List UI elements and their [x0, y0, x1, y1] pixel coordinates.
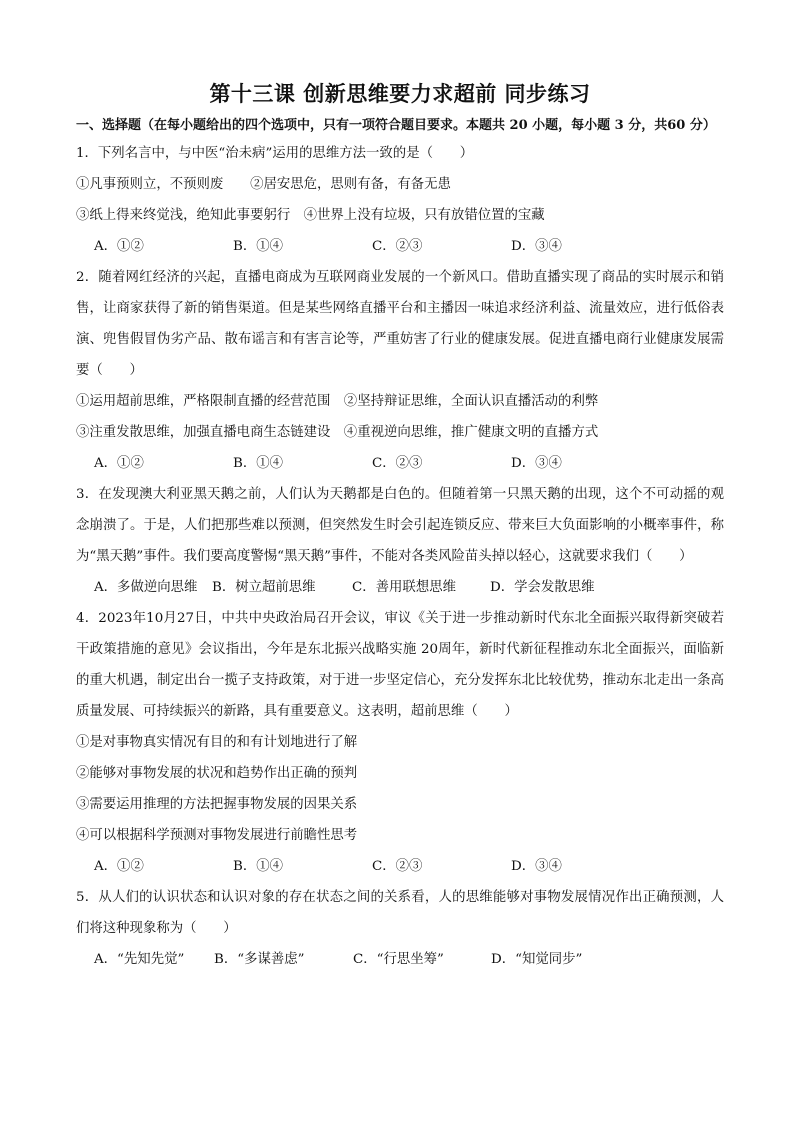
answer-choices — [76, 448, 724, 479]
answer-choices — [76, 572, 724, 603]
question-5 — [76, 882, 724, 975]
question-stem: 3．在发现澳大利亚黑天鹅之前，人们认为天鹅都是白色的。但随着第一只黑天鹅的出现，这个不可动摇的观念崩溃了。于是，人们把那些难以预测，但突然发生时会引起连锁反应、带来巨大负面影响的小概率事件，称为“黑天鹅”事件。我们要高度警惕“黑天鹅”事件，不能对各类风险苗头掉以轻心，这就要求我们（ ） — [76, 487, 724, 564]
question-item: ③注重发散思维，加强直播电商生态链建设 ④重视逆向思维，推广健康文明的直播方式 — [76, 425, 599, 440]
question-4 — [76, 603, 724, 882]
choice-d[interactable]: D．“知觉同步” — [491, 952, 583, 967]
choice-c[interactable]: C．②③ — [372, 456, 423, 471]
question-item: ④可以根据科学预测对事物发展进行前瞻性思考 — [76, 828, 358, 843]
choice-a[interactable]: A．多做逆向思维 — [94, 580, 198, 595]
choice-c[interactable]: C．“行思坐筹” — [353, 952, 444, 967]
choice-a[interactable]: A．①② — [94, 239, 144, 254]
question-stem: 1．下列名言中，与中医“治未病”运用的思维方法一致的是（ ） — [76, 146, 474, 161]
choice-d[interactable]: D．③④ — [511, 859, 562, 874]
choice-d[interactable]: D．③④ — [511, 239, 562, 254]
question-item: ③需要运用推理的方法把握事物发展的因果关系 — [76, 797, 358, 812]
question-stem: 5．从人们的认识状态和认识对象的存在状态之间的关系看，人的思维能够对事物发展情况作出正确预测，人们将这种现象称为（ ） — [76, 890, 724, 936]
question-item: ①运用超前思维，严格限制直播的经营范围 ②坚持辩证思维，全面认识直播活动的利弊 — [76, 394, 599, 409]
question-1 — [76, 138, 724, 262]
answer-choices — [76, 944, 724, 975]
choice-b[interactable]: B．①④ — [233, 859, 284, 874]
choice-d[interactable]: D．③④ — [511, 456, 562, 471]
page-title: 第十三课 创新思维要力求超前 同步练习 — [209, 82, 591, 106]
choice-b[interactable]: B．①④ — [233, 456, 284, 471]
choice-c[interactable]: C．②③ — [372, 239, 423, 254]
choice-a[interactable]: A．①② — [94, 456, 144, 471]
choice-d[interactable]: D．学会发散思维 — [490, 580, 595, 595]
answer-choices — [76, 231, 724, 262]
question-item: ③纸上得来终觉浅，绝知此事要躬行 ④世界上没有垃圾，只有放错位置的宝藏 — [76, 208, 545, 223]
choice-b[interactable]: B．①④ — [233, 239, 284, 254]
choice-a[interactable]: A．①② — [94, 859, 144, 874]
question-item: ①是对事物真实情况有目的和有计划地进行了解 — [76, 735, 358, 750]
question-item: ①凡事预则立，不预则废 ②居安思危，思则有备，有备无患 — [76, 177, 451, 192]
choice-a[interactable]: A．“先知先觉” — [94, 952, 185, 967]
question-stem: 2．随着网红经济的兴起，直播电商成为互联网商业发展的一个新风口。借助直播实现了商品的实时展示和销售，让商家获得了新的销售渠道。但是某些网络直播平台和主播因一味追求经济利益、流量效应，进行低俗表演、兜售假冒伪劣产品、散布谣言和有害言论等，严重妨害了行业的健康发展。促进直播电商行业健康发展需要（ ） — [76, 270, 724, 378]
choice-b[interactable]: B．“多谋善虑” — [214, 952, 305, 967]
choice-b[interactable]: B．树立超前思维 — [212, 580, 316, 595]
question-2 — [76, 262, 724, 479]
worksheet-page — [76, 78, 724, 975]
answer-choices — [76, 851, 724, 882]
question-stem: 4．2023年10月27日，中共中央政治局召开会议，审议《关于进一步推动新时代东北全面振兴取得新突破若干政策措施的意见》会议指出，今年是东北振兴战略实施 20周年，新时代新征程推动东北全面振兴，面临新的重大机遇，制定出台一揽子支持政策，对于进一步坚定信心，充分发挥东北比较优势，推动东北走出一条高质量发展、可持续振兴的新路，具有重要意义。这表明，超前思维（ ） — [76, 611, 724, 719]
choice-c[interactable]: C．②③ — [372, 859, 423, 874]
question-item: ②能够对事物发展的状况和趋势作出正确的预判 — [76, 766, 358, 781]
choice-c[interactable]: C．善用联想思维 — [352, 580, 456, 595]
question-3 — [76, 479, 724, 603]
section-heading: 一、选择题（在每小题给出的四个选项中，只有一项符合题目要求。本题共 20 小题，每小题 3 分，共60 分） — [76, 118, 716, 133]
